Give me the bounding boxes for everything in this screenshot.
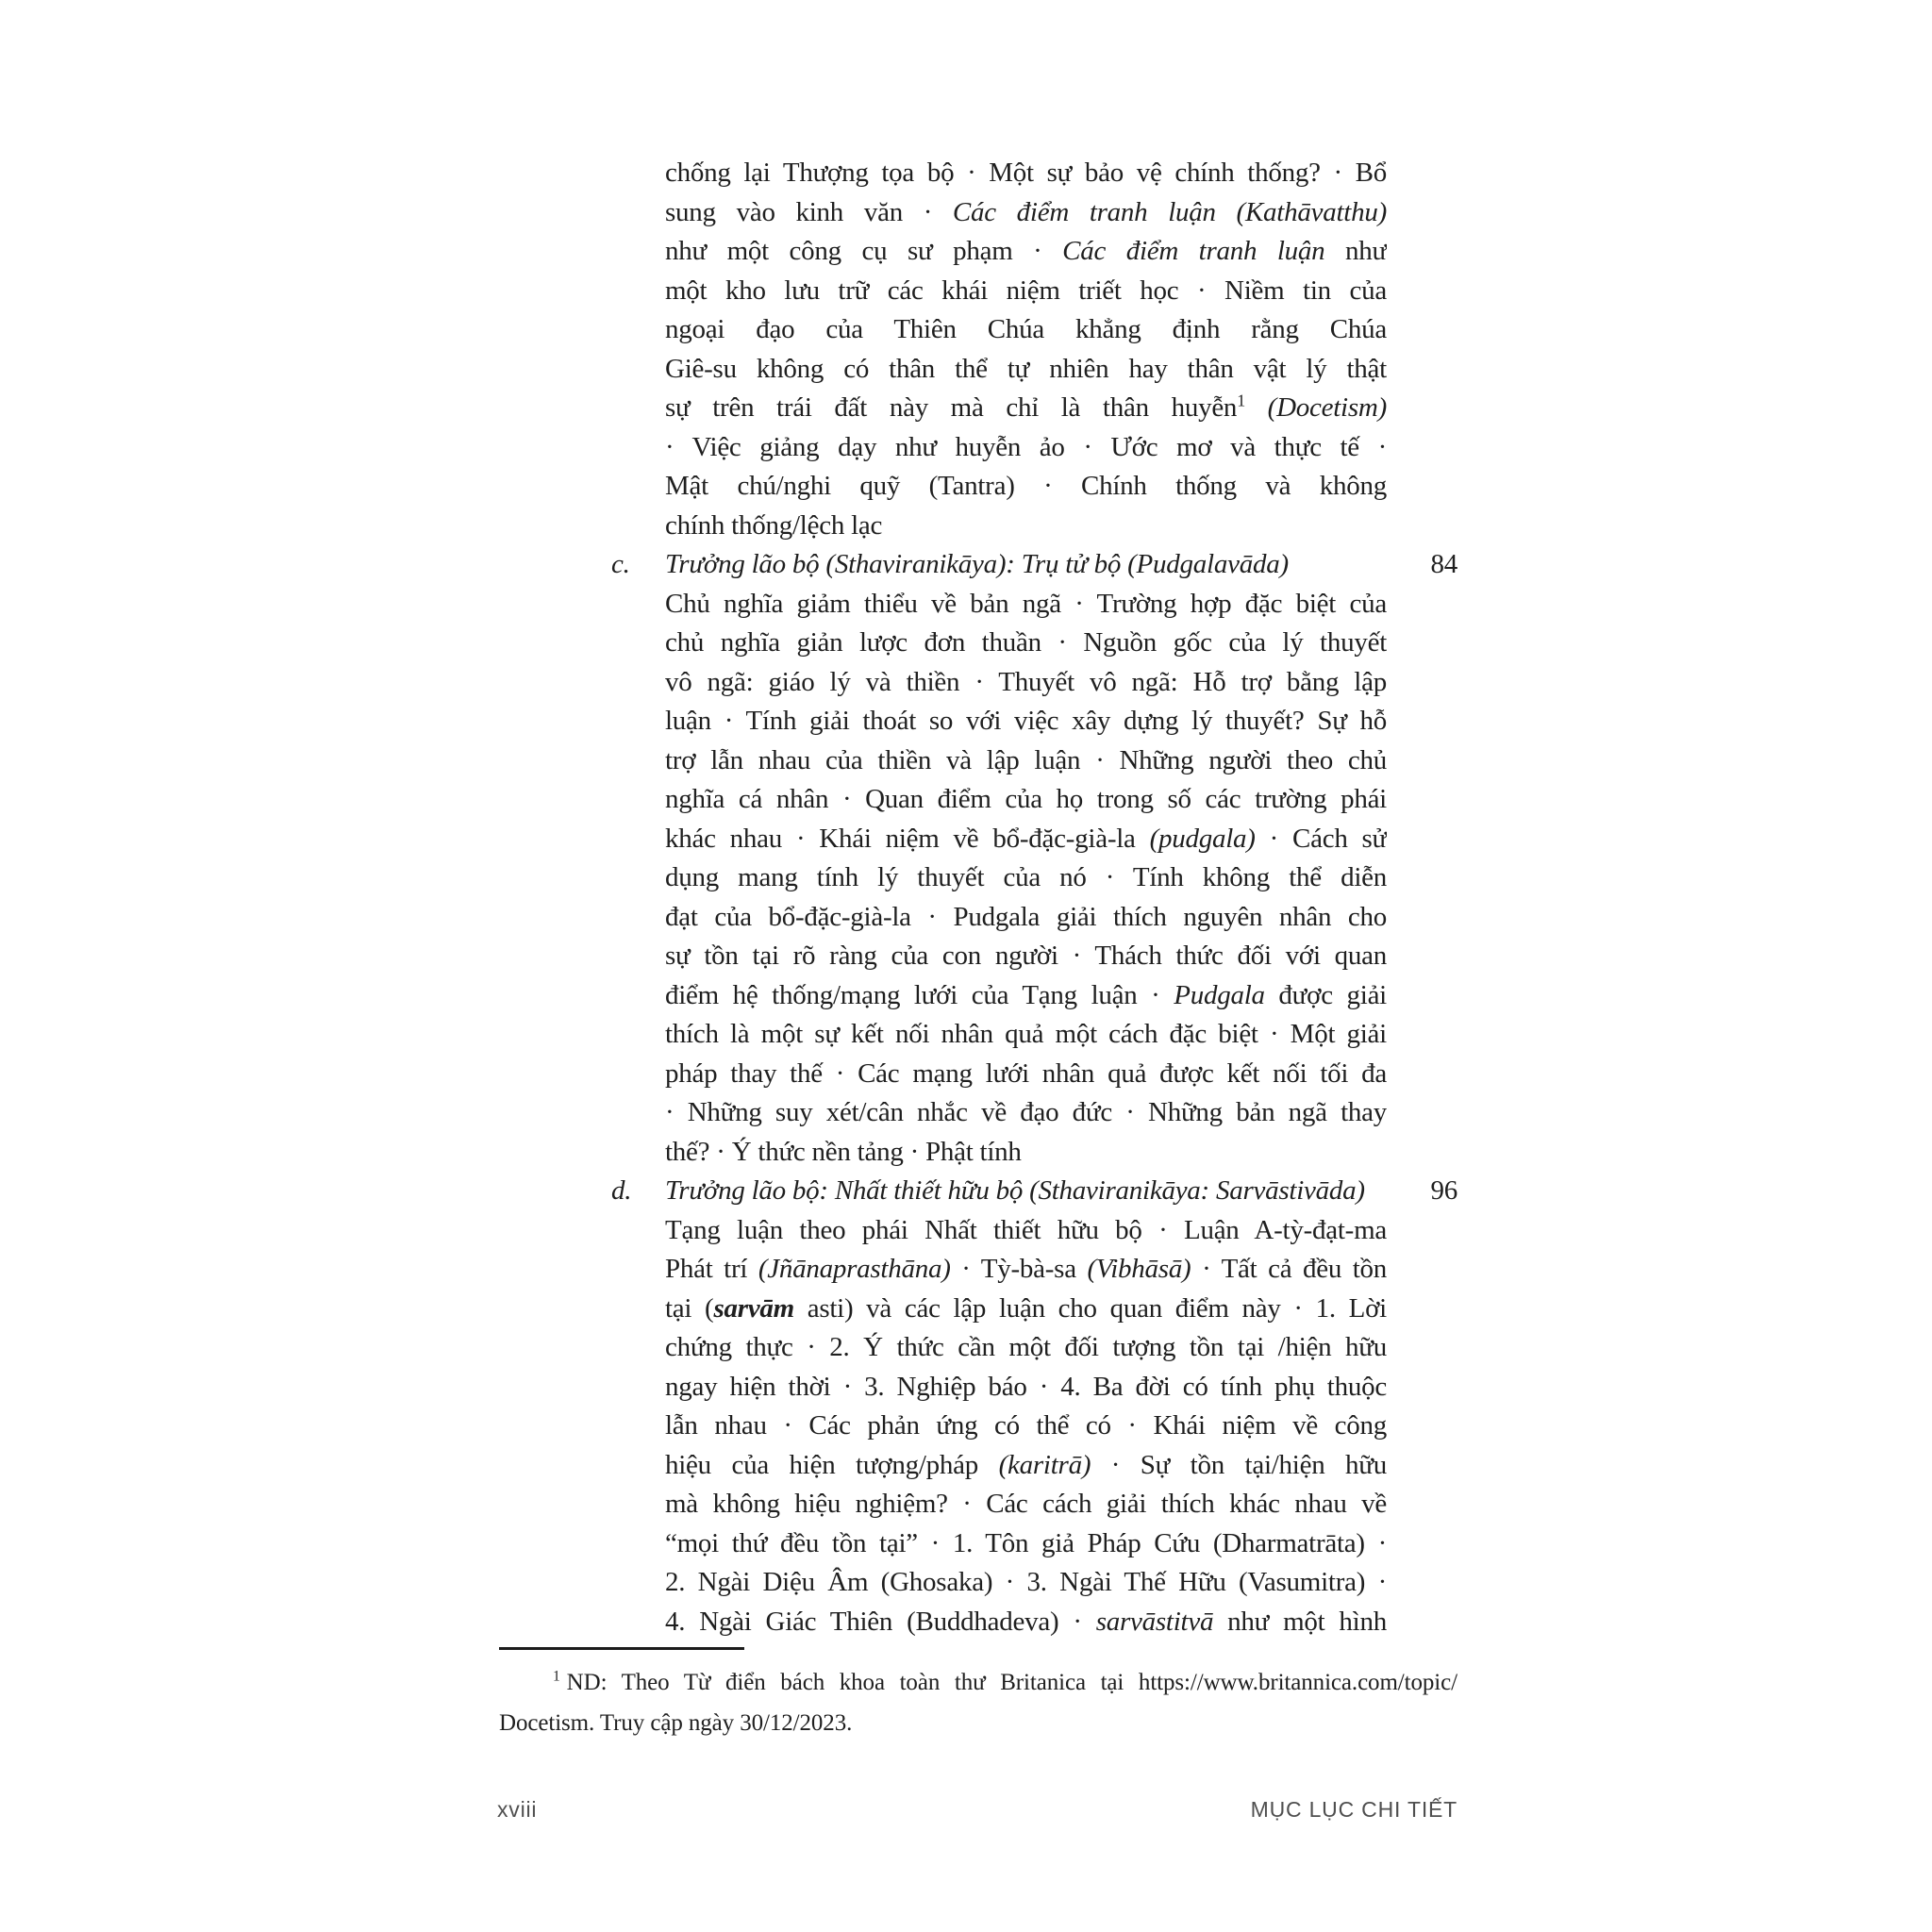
text-run: thế? · Ý thức nền tảng · Phật tính — [665, 1136, 1022, 1167]
toc-line — [665, 1368, 1387, 1407]
text-run: như — [1324, 236, 1387, 266]
text-run: hiệu của hiện tượng/pháp — [665, 1449, 999, 1480]
text-run: · Việc giảng dạy như huyễn ảo · Ước mơ và thực tế · — [665, 431, 1387, 462]
text-run: (Docetism) — [1267, 392, 1387, 423]
toc-paragraph — [665, 154, 1387, 545]
text-run: · Những suy xét/cân nhắc về đạo đức · Những bản ngã thay — [665, 1097, 1387, 1127]
text-run: Các điểm tranh luận — [1062, 236, 1325, 266]
text-run: ngay hiện thời · 3. Nghiệp báo · 4. Ba đời có tính phụ thuộc — [665, 1371, 1387, 1402]
text-run: như một công cụ sư phạm · — [665, 236, 1063, 266]
toc-line — [665, 467, 1387, 507]
toc-line — [665, 1211, 1387, 1251]
text-run: · Tất cả đều tồn — [1191, 1254, 1387, 1284]
toc-entry-heading — [611, 545, 1457, 585]
text-run: một kho lưu trữ các khái niệm triết học · Niềm tin của — [665, 275, 1387, 306]
text-run: · Tỳ-bà-sa — [950, 1254, 1088, 1284]
toc-entry-heading — [611, 1172, 1457, 1211]
toc-line — [665, 1290, 1387, 1329]
toc-line — [665, 858, 1387, 898]
text-run: Pudgala — [1174, 979, 1265, 1010]
text-run: (Jñānaprasthāna) — [758, 1254, 951, 1284]
toc-line — [665, 350, 1387, 390]
text-run: dụng mang tính lý thuyết của nó · Tính không thể diễn — [665, 862, 1387, 892]
toc-line — [665, 1250, 1387, 1290]
toc-line — [665, 310, 1387, 350]
text-run: mà không hiệu nghiệm? · Các cách giải thích khác nhau về — [665, 1489, 1387, 1519]
text-run: Giê-su không có thân thể tự nhiên hay thân vật lý thật — [665, 353, 1387, 384]
text-run: pháp thay thế · Các mạng lưới nhân quả được kết nối tối đa — [665, 1058, 1387, 1089]
text-run: nghĩa cá nhân · Quan điểm của họ trong số các trường phái — [665, 784, 1387, 814]
text-run: chủ nghĩa giản lược đơn thuần · Nguồn gốc của lý thuyết — [665, 627, 1387, 658]
footer-page-number: xviii — [497, 1797, 538, 1822]
toc-entry-page-number: 96 — [1430, 1175, 1457, 1206]
toc-line — [665, 193, 1387, 233]
toc-line — [665, 1055, 1387, 1094]
text-run: lẫn nhau · Các phản ứng có thể có · Khái niệm về công — [665, 1410, 1387, 1441]
toc-line — [665, 1328, 1387, 1368]
footnote-divider — [499, 1647, 744, 1650]
text-run: chứng thực · 2. Ý thức cần một đối tượng tồn tại /hiện hữu — [665, 1332, 1387, 1362]
text-run: tại ( — [665, 1292, 714, 1324]
footnote-line-2: Docetism. Truy cập ngày 30/12/2023. — [499, 1710, 853, 1736]
toc-line — [665, 624, 1387, 663]
text-run: sự tồn tại rõ ràng của con người · Thách thức đối với quan — [665, 941, 1387, 971]
text-run: luận · Tính giải thoát so với việc xây dựng lý thuyết? Sự hỗ — [665, 706, 1387, 736]
toc-line — [665, 1093, 1387, 1133]
text-run: điểm hệ thống/mạng lưới của Tạng luận · — [665, 979, 1174, 1010]
toc-line — [665, 1133, 1387, 1173]
text-run — [1245, 392, 1268, 423]
text-run: sung vào kinh văn · — [665, 196, 953, 227]
text-run: được giải — [1264, 979, 1387, 1010]
footer-section-title: MỤC LỤC CHI TIẾT — [1250, 1797, 1457, 1822]
text-run: 2. Ngài Diệu Âm (Ghosaka) · 3. Ngài Thế Hữu (Vasumitra) · — [665, 1567, 1387, 1597]
toc-paragraph — [665, 1211, 1387, 1642]
toc-line — [665, 232, 1387, 272]
toc-line — [665, 507, 1387, 546]
toc-line — [665, 1015, 1387, 1055]
footnote-ref: 1 — [1237, 391, 1245, 410]
toc-line — [665, 428, 1387, 468]
text-run: Các điểm tranh luận (Kathāvatthu) — [952, 196, 1387, 227]
text-run: khác nhau · Khái niệm về bổ-đặc-già-la — [665, 823, 1150, 854]
toc-line — [665, 937, 1387, 976]
toc-paragraph — [665, 585, 1387, 1173]
text-run: Chủ nghĩa giảm thiểu về bản ngã · Trường hợp đặc biệt của — [665, 588, 1387, 619]
text-run: Tạng luận theo phái Nhất thiết hữu bộ · Luận A-tỳ-đạt-ma — [665, 1214, 1387, 1245]
toc-line — [665, 1524, 1387, 1564]
text-run: (karitrā) — [998, 1449, 1091, 1480]
toc-line — [665, 780, 1387, 820]
toc-line — [665, 898, 1387, 938]
text-run: chống lại Thượng tọa bộ · Một sự bảo vệ chính thống? · Bổ — [665, 158, 1387, 188]
toc-line — [665, 154, 1387, 193]
toc-line — [665, 389, 1387, 428]
toc-line — [665, 272, 1387, 311]
toc-line — [665, 1446, 1387, 1486]
text-run: Phát trí — [665, 1254, 758, 1284]
toc-line — [665, 1407, 1387, 1446]
toc-entry-title — [665, 545, 1405, 585]
toc-line — [665, 1603, 1387, 1642]
text-run: đạt của bổ-đặc-già-la · Pudgala giải thích nguyên nhân cho — [665, 901, 1387, 932]
text-run: sarvāstitvā — [1095, 1606, 1214, 1637]
toc-entry-label: c. — [611, 549, 630, 579]
toc-line — [665, 585, 1387, 625]
toc-line — [665, 702, 1387, 741]
toc-line — [665, 663, 1387, 703]
footnote-line-1 — [499, 1662, 1457, 1703]
footnote-marker: 1 — [553, 1668, 560, 1685]
text-run: Trưởng lão bộ: Nhất thiết hữu bộ (Sthaviranikāya: Sarvāstivāda) — [665, 1175, 1365, 1206]
toc-entry-label: d. — [611, 1175, 632, 1206]
text-run: (Vibhāsā) — [1087, 1254, 1191, 1284]
text-run: Mật chú/nghi quỹ (Tantra) · Chính thống và không — [665, 471, 1387, 501]
text-run: thích là một sự kết nối nhân quả một cách đặc biệt · Một giải — [665, 1019, 1387, 1049]
text-run: ngoại đạo của Thiên Chúa khẳng định rằng Chúa — [665, 314, 1387, 344]
text-run: 4. Ngài Giác Thiên (Buddhadeva) · — [665, 1606, 1096, 1637]
toc-line — [665, 1563, 1387, 1603]
text-run: chính thống/lệch lạc — [665, 509, 883, 541]
text-run: · Cách sử — [1255, 823, 1387, 854]
toc-entry-title — [665, 1172, 1405, 1211]
text-run: “mọi thứ đều tồn tại” · 1. Tôn giả Pháp Cứu (Dharmatrāta) · — [665, 1527, 1387, 1558]
toc-line — [665, 820, 1387, 859]
text-run: vô ngã: giáo lý và thiền · Thuyết vô ngã: Hỗ trợ bằng lập — [665, 666, 1387, 697]
toc-blocks — [611, 154, 1457, 1641]
text-run: (pudgala) — [1149, 823, 1256, 854]
text-run: như một hình — [1213, 1606, 1387, 1637]
text-run: sarvām — [713, 1292, 794, 1324]
text-run: · Sự tồn tại/hiện hữu — [1091, 1449, 1387, 1480]
toc-line — [665, 1485, 1387, 1524]
toc-line — [665, 976, 1387, 1016]
toc-entry-page-number: 84 — [1430, 549, 1457, 579]
text-run: Trưởng lão bộ (Sthaviranikāya): Trụ tử bộ (Pudgalavāda) — [665, 549, 1289, 579]
text-run: sự trên trái đất này mà chỉ là thân huyễn — [665, 392, 1238, 423]
text-run: asti) và các lập luận cho quan điểm này · 1. Lời — [793, 1292, 1387, 1324]
footnote — [499, 1662, 1457, 1743]
toc-line — [665, 741, 1387, 781]
footnote-text: ND: Theo Từ điển bách khoa toàn thư Britanica tại https://www.britannica.com/topic/ — [566, 1670, 1457, 1695]
text-run: trợ lẫn nhau của thiền và lập luận · Những người theo chủ — [665, 744, 1387, 775]
